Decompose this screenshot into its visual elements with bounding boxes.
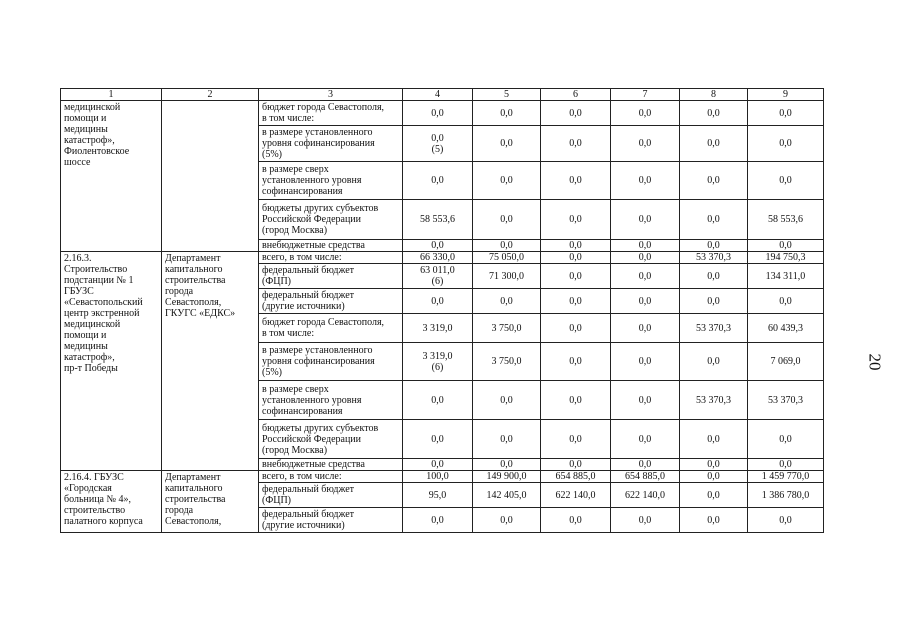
funding-source-cell: внебюджетные средства	[259, 459, 403, 471]
value-cell: 60 439,3	[748, 314, 824, 343]
value-cell: 0,0	[611, 162, 680, 200]
value-cell: 0,0	[611, 252, 680, 264]
table-row	[61, 471, 824, 483]
funding-source-cell: бюджет города Севастополя, в том числе:	[259, 314, 403, 343]
value-cell: 0,0	[611, 508, 680, 533]
value-cell: 0,0	[403, 240, 473, 252]
value-cell: 142 405,0	[473, 483, 541, 508]
value-cell: 0,0	[611, 200, 680, 240]
value-cell: 3 750,0	[473, 343, 541, 381]
value-cell: 0,0	[473, 508, 541, 533]
value-cell: 0,0	[541, 289, 611, 314]
value-cell: 0,0	[748, 289, 824, 314]
value-cell: 0,0	[541, 381, 611, 420]
value-cell: 53 370,3	[748, 381, 824, 420]
value-cell: 0,0	[403, 289, 473, 314]
value-cell: 0,0	[680, 240, 748, 252]
value-cell: 0,0	[611, 314, 680, 343]
funding-source-cell: бюджет города Севастополя, в том числе:	[259, 101, 403, 126]
value-cell: 0,0	[403, 508, 473, 533]
value-cell: 0,0	[680, 420, 748, 459]
value-cell: 0,0	[748, 126, 824, 162]
value-cell: 0,0	[473, 420, 541, 459]
value-cell: 0,0	[611, 101, 680, 126]
table-row	[61, 252, 824, 264]
executor-cell: Департамент капитального строительства города Севастополя,	[162, 471, 259, 533]
value-cell: 0,0	[611, 289, 680, 314]
value-cell: 194 750,3	[748, 252, 824, 264]
value-cell: 0,0	[748, 508, 824, 533]
funding-source-cell: бюджеты других субъектов Российской Федерации (город Москва)	[259, 420, 403, 459]
value-cell: 654 885,0	[541, 471, 611, 483]
value-cell: 0,0	[541, 200, 611, 240]
value-cell: 3 750,0	[473, 314, 541, 343]
object-name-cell: медицинской помощи и медицины катастроф», Фиолентовское шоссе	[61, 101, 162, 252]
value-cell: 0,0	[473, 381, 541, 420]
value-cell: 7 069,0	[748, 343, 824, 381]
header-cell: 1	[61, 89, 162, 101]
value-cell: 0,0	[473, 240, 541, 252]
funding-source-cell: внебюджетные средства	[259, 240, 403, 252]
value-cell: 53 370,3	[680, 314, 748, 343]
value-cell: 0,0	[611, 240, 680, 252]
value-cell: 0,0	[680, 508, 748, 533]
value-cell: 0,0	[541, 314, 611, 343]
value-cell: 0,0	[473, 101, 541, 126]
header-cell: 3	[259, 89, 403, 101]
value-cell: 0,0	[403, 459, 473, 471]
value-cell: 0,0	[541, 126, 611, 162]
header-cell: 6	[541, 89, 611, 101]
value-cell: 0,0	[403, 101, 473, 126]
value-cell: 0,0	[473, 200, 541, 240]
value-cell: 0,0	[680, 343, 748, 381]
executor-cell	[162, 101, 259, 252]
value-cell: 0,0	[680, 162, 748, 200]
funding-source-cell: федеральный бюджет (другие источники)	[259, 508, 403, 533]
value-cell: 0,0	[748, 459, 824, 471]
page-number: 20	[865, 353, 885, 371]
object-name-cell: 2.16.3. Строительство подстанции № 1 ГБУЗС «Севастопольский центр экстренной медицинской помощи и медицины катастроф», пр-т Победы	[61, 252, 162, 471]
funding-source-cell: в размере сверх установленного уровня софинансирования	[259, 381, 403, 420]
value-cell: 0,0	[403, 162, 473, 200]
value-cell: 0,0	[611, 264, 680, 289]
value-cell: 0,0	[611, 459, 680, 471]
value-cell: 0,0	[473, 162, 541, 200]
value-cell: 0,0	[680, 101, 748, 126]
value-cell: 53 370,3	[680, 252, 748, 264]
value-cell: 622 140,0	[541, 483, 611, 508]
funding-source-cell: в размере установленного уровня софинансирования (5%)	[259, 343, 403, 381]
value-cell: 0,0	[680, 126, 748, 162]
value-cell: 0,0 (5)	[403, 126, 473, 162]
funding-source-cell: в размере сверх установленного уровня софинансирования	[259, 162, 403, 200]
value-cell: 0,0	[403, 420, 473, 459]
value-cell: 0,0	[748, 240, 824, 252]
value-cell: 0,0	[473, 126, 541, 162]
value-cell: 0,0	[680, 483, 748, 508]
funding-source-cell: федеральный бюджет (другие источники)	[259, 289, 403, 314]
value-cell: 0,0	[748, 420, 824, 459]
value-cell: 0,0	[541, 420, 611, 459]
value-cell: 0,0	[403, 381, 473, 420]
header-row	[61, 89, 824, 101]
value-cell: 75 050,0	[473, 252, 541, 264]
value-cell: 0,0	[541, 240, 611, 252]
value-cell: 0,0	[680, 289, 748, 314]
value-cell: 53 370,3	[680, 381, 748, 420]
funding-source-cell: федеральный бюджет (ФЦП)	[259, 483, 403, 508]
value-cell: 3 319,0 (6)	[403, 343, 473, 381]
value-cell: 0,0	[541, 252, 611, 264]
value-cell: 0,0	[541, 459, 611, 471]
value-cell: 134 311,0	[748, 264, 824, 289]
header-cell: 8	[680, 89, 748, 101]
header-cell: 9	[748, 89, 824, 101]
value-cell: 0,0	[611, 420, 680, 459]
value-cell: 0,0	[541, 101, 611, 126]
header-cell: 7	[611, 89, 680, 101]
value-cell: 100,0	[403, 471, 473, 483]
value-cell: 149 900,0	[473, 471, 541, 483]
value-cell: 3 319,0	[403, 314, 473, 343]
header-cell: 4	[403, 89, 473, 101]
value-cell: 622 140,0	[611, 483, 680, 508]
funding-source-cell: всего, в том числе:	[259, 471, 403, 483]
value-cell: 0,0	[680, 459, 748, 471]
funding-source-cell: федеральный бюджет (ФЦП)	[259, 264, 403, 289]
funding-source-cell: всего, в том числе:	[259, 252, 403, 264]
value-cell: 0,0	[541, 264, 611, 289]
value-cell: 0,0	[473, 289, 541, 314]
value-cell: 0,0	[680, 264, 748, 289]
value-cell: 0,0	[611, 126, 680, 162]
value-cell: 0,0	[748, 162, 824, 200]
value-cell: 58 553,6	[748, 200, 824, 240]
value-cell: 58 553,6	[403, 200, 473, 240]
funding-source-cell: в размере установленного уровня софинансирования (5%)	[259, 126, 403, 162]
value-cell: 0,0	[680, 200, 748, 240]
budget-table	[60, 88, 824, 533]
header-cell: 5	[473, 89, 541, 101]
value-cell: 95,0	[403, 483, 473, 508]
value-cell: 0,0	[473, 459, 541, 471]
funding-source-cell: бюджеты других субъектов Российской Федерации (город Москва)	[259, 200, 403, 240]
value-cell: 0,0	[611, 343, 680, 381]
header-cell: 2	[162, 89, 259, 101]
value-cell: 0,0	[611, 381, 680, 420]
value-cell: 0,0	[541, 162, 611, 200]
value-cell: 66 330,0	[403, 252, 473, 264]
value-cell: 0,0	[541, 343, 611, 381]
object-name-cell: 2.16.4. ГБУЗС «Городская больница № 4», строительство палатного корпуса	[61, 471, 162, 533]
executor-cell: Департамент капитального строительства города Севастополя, ГКУГС «ЕДКС»	[162, 252, 259, 471]
value-cell: 0,0	[680, 471, 748, 483]
value-cell: 1 459 770,0	[748, 471, 824, 483]
value-cell: 63 011,0 (6)	[403, 264, 473, 289]
value-cell: 0,0	[541, 508, 611, 533]
table-row	[61, 101, 824, 126]
value-cell: 654 885,0	[611, 471, 680, 483]
value-cell: 71 300,0	[473, 264, 541, 289]
value-cell: 0,0	[748, 101, 824, 126]
value-cell: 1 386 780,0	[748, 483, 824, 508]
